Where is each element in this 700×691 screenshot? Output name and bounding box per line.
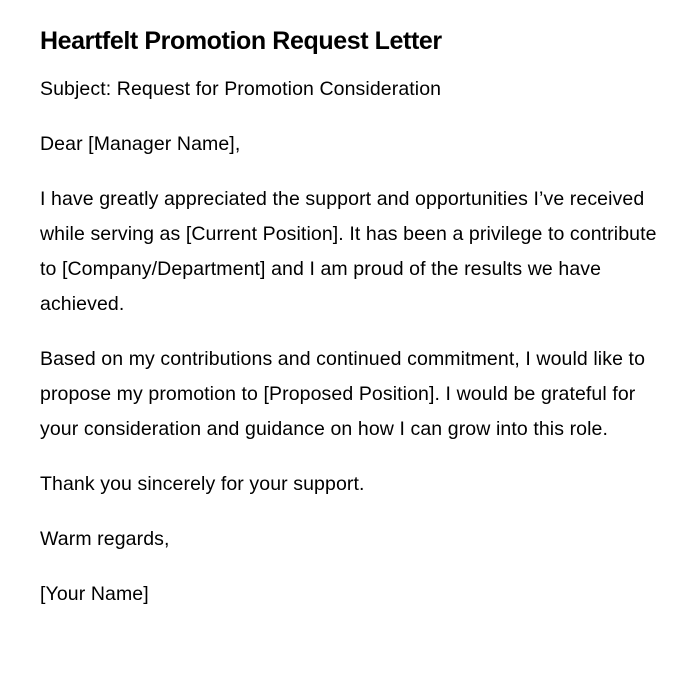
body-paragraph-appreciation: I have greatly appreciated the support and opportunities I’ve received while serving as [Current Position]. It has been a privilege to contribute to [Company/Department] and I am proud of the results we have achieved.	[40, 188, 657, 315]
body-paragraph-proposal: Based on my contributions and continued commitment, I would like to propose my promotion to [Proposed Position]. I would be grateful for your consideration and guidance on how I can grow into this role.	[40, 348, 646, 440]
document-title: Heartfelt Promotion Request Letter	[40, 27, 442, 55]
thanks-line: Thank you sincerely for your support.	[40, 473, 365, 495]
signature-placeholder: [Your Name]	[40, 583, 149, 605]
closing-line: Warm regards,	[40, 528, 170, 550]
salutation: Dear [Manager Name],	[40, 133, 241, 155]
subject-line: Subject: Request for Promotion Consideration	[40, 78, 442, 100]
